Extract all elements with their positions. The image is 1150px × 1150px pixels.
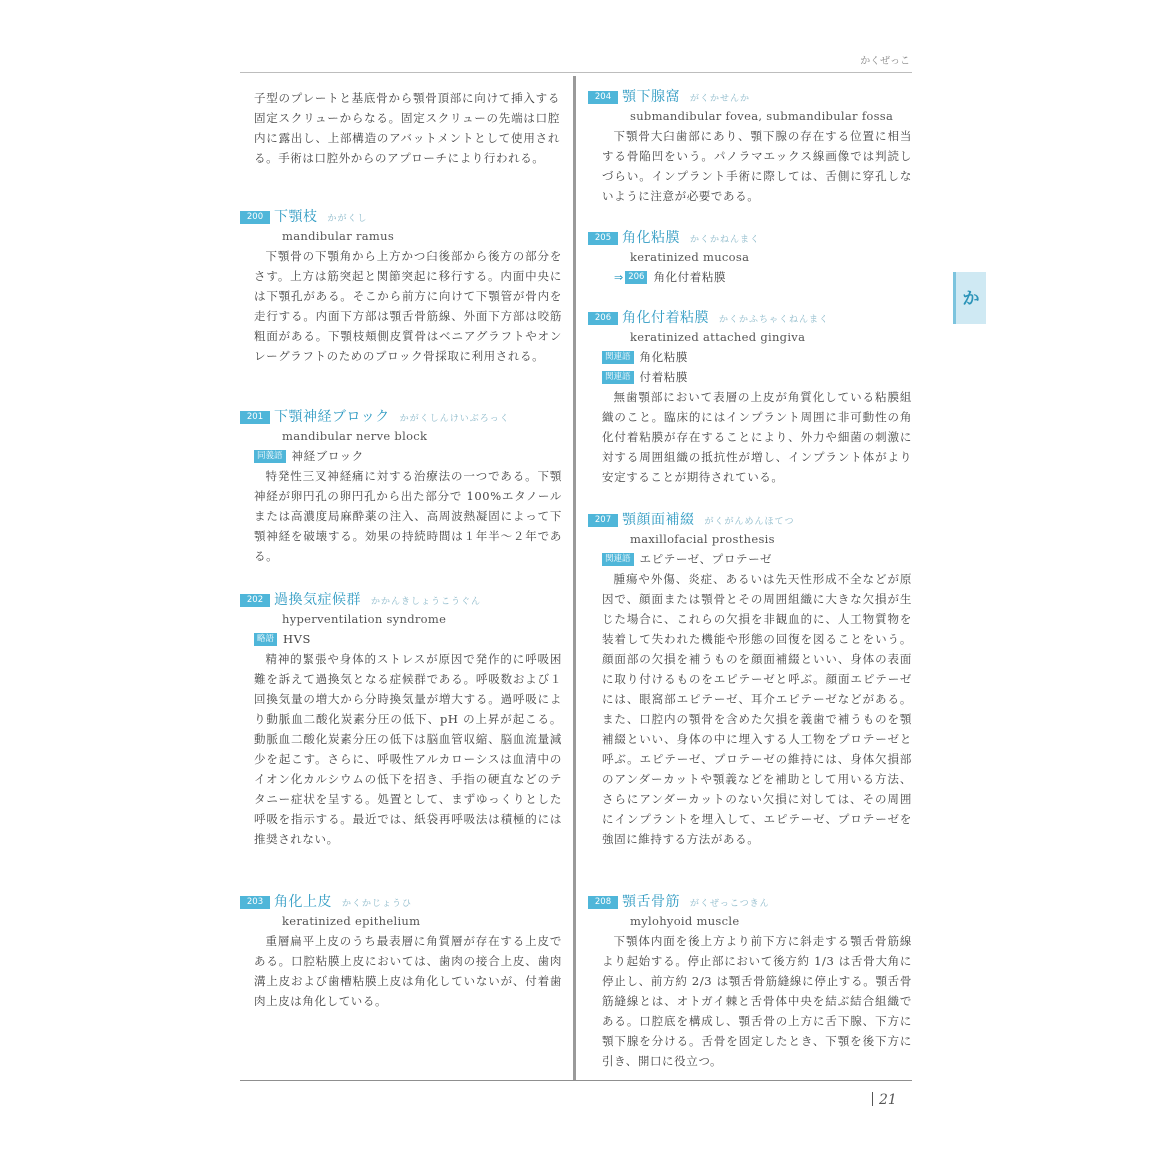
entry-english: hyperventilation syndrome (282, 612, 447, 626)
entry-200 (240, 206, 562, 386)
cross-reference[interactable] (588, 267, 912, 288)
entry-reading: かくかじょうひ (342, 899, 413, 909)
entry-reading: がくぜっこつきん (690, 899, 770, 909)
entry-english: mandibular ramus (282, 229, 395, 243)
thumb-index-label: か (962, 289, 980, 309)
entry-tag: 略語 (254, 633, 277, 646)
entry-tag-line (588, 549, 912, 569)
entry-english: submandibular fovea, submandibular fossa (630, 109, 894, 123)
entry-english: keratinized attached gingiva (630, 330, 806, 344)
entry-201 (240, 406, 562, 566)
entry-reading: かがくし (327, 214, 368, 224)
entry-heading (240, 589, 562, 609)
entry-reading: かくかねんまく (690, 235, 761, 245)
thumb-index-tab[interactable] (953, 272, 986, 324)
xref-number: 206 (625, 271, 647, 284)
entry-number: 204 (588, 91, 618, 104)
entry-term: 顎舌骨筋 (622, 894, 680, 910)
entry-number: 201 (240, 411, 270, 424)
running-head: かくぜっこ (860, 56, 910, 67)
entry-reading: かかんきしょうこうぐん (371, 597, 482, 607)
entry-heading (588, 307, 912, 327)
entry-reading: かがくしんけいぶろっく (399, 414, 510, 424)
arrow-right-icon: ⇒ (614, 271, 624, 284)
page-number (872, 1092, 897, 1108)
entry-204 (588, 86, 912, 206)
entry-body: 精神的緊張や身体的ストレスが原因で発作的に呼吸困難を訴えて過換気となる症候群である。呼吸数および１回換気量の増大から分時換気量が増大する。過呼吸により動脈血二酸化炭素分圧の低下、pH の上昇が起こる。動脈血二酸化炭素分圧の低下は脳血管収縮、脳血流量減少を起こす。さらに、呼吸性アルカローシスは血清中のイオン化カルシウムの低下を招き、手指の硬直などのテタニー症状を呈する。処置として、まずゆっくりとした呼吸を指示する。最近では、紙袋再呼吸法は積極的には推奨されない。 (254, 652, 562, 846)
entry-term: 下顎枝 (274, 209, 318, 225)
entry-term: 過換気症候群 (274, 592, 361, 608)
entry-body: 特発性三叉神経痛に対する治療法の一つである。下顎神経が卵円孔の卵円孔から出た部分で 100%エタノールまたは高濃度局麻酔薬の注入、高周波熱凝固によって下顎神経を破壊する。効果の持続時間は１年半～２年である。 (254, 469, 562, 563)
entry-body: 腫瘍や外傷、炎症、あるいは先天性形成不全などが原因で、顔面または顎骨とその周囲組織に大きな欠損が生じた場合に、これらの欠損を非観血的に、人工物質物を装着して失われた機能や形態の回復を図ることをいう。顔面部の欠損を補うものを顔面補綴といい、身体の表面に取り付けるものをエピテーゼと呼ぶ。顔面エピテーゼには、眼窩部エピテーゼ、耳介エピテーゼなどがある。また、口腔内の顎骨を含めた欠損を義歯で補うものを顎補綴といい、身体の中に埋入する人工物をプロテーゼと呼ぶ。エピテーゼ、プロテーゼの維持には、身体欠損部のアンダーカットや顎義などを補助として用いる方法、さらにアンダーカットのない欠損に対しては、その周囲にインプラントを埋入して、エピテーゼ、プロテーゼを強固に維持する方法がある。 (602, 572, 912, 846)
entry-term: 顎顔面補綴 (622, 512, 695, 528)
entry-term: 角化粘膜 (622, 230, 680, 246)
entry-tag: 関連語 (602, 371, 634, 384)
entry-tag-value: 角化粘膜 (639, 350, 688, 364)
entry-number: 200 (240, 211, 270, 224)
entry-reading: がくがんめんほてつ (704, 517, 795, 527)
page-number-text: 21 (879, 1092, 897, 1108)
entry-reading: がくかせんか (690, 94, 751, 104)
entry-heading (588, 509, 912, 529)
entry-term: 角化付着粘膜 (622, 310, 709, 326)
entry-tag-line (588, 367, 912, 387)
xref-term: 角化付着粘膜 (653, 270, 727, 284)
entry-reading: かくかふちゃくねんまく (719, 315, 830, 325)
top-rule (240, 72, 912, 73)
entry-number: 207 (588, 514, 618, 527)
entry-tag-value: HVS (283, 632, 312, 646)
entry-tag-value: エピテーゼ、プロテーゼ (639, 552, 773, 566)
entry-heading (588, 227, 912, 247)
entry-body: 下顎骨大臼歯部にあり、顎下腺の存在する位置に相当する骨陥凹をいう。パノラマエックス線画像では判読しづらい。インプラント手術に際しては、舌側に穿孔しないように注意が必要である。 (602, 129, 912, 203)
continuation-text: 子型のプレートと基底骨から顎骨頂部に向けて挿入する固定スクリューからなる。固定スクリューの先端は口腔内に露出し、上部構造のアバットメントとして使用される。手術は口腔外からのアプローチにより行われる。 (254, 91, 560, 165)
entry-tag-line (588, 347, 912, 367)
entry-english: mandibular nerve block (282, 429, 428, 443)
entry-tag-value: 神経ブロック (291, 449, 364, 463)
entry-heading (240, 891, 562, 911)
entry-term: 下顎神経ブロック (274, 409, 390, 425)
entry-number: 208 (588, 896, 618, 909)
entry-body: 下顎体内面を後上方より前下方に斜走する顎舌骨筋線より起始する。停止部において後方約 1/3 は舌骨大角に停止し、前方約 2/3 は顎舌骨筋縫線に停止する。顎舌骨筋縫線とは、オトガイ棘と舌骨体中央を結ぶ結合組織である。口腔底を構成し、顎舌骨の上方に舌下腺、下方に顎下腺を分ける。舌骨を固定したとき、下顎を後下方に引き、開口に役立つ。 (602, 934, 912, 1068)
entry-heading (240, 206, 562, 226)
entry-english: maxillofacial prosthesis (630, 532, 775, 546)
entry-203 (240, 891, 562, 1011)
entry-tag: 同義語 (254, 450, 286, 463)
entry-205 (588, 227, 912, 288)
entry-body: 下顎骨の下顎角から上方かつ臼後部から後方の部分をさす。上方は筋突起と関節突起に移行する。内面中央には下顎孔がある。そこから前方に向けて下顎管が骨内を走行する。内面下方部は顎舌骨筋線、外面下方部は咬筋粗面がある。下顎枝頬側皮質骨はベニアグラフトやオンレーグラフトのためのブロック骨採取に利用される。 (254, 249, 562, 363)
entry-tag-line (240, 629, 562, 649)
entry-heading (240, 406, 562, 426)
entry-english: keratinized mucosa (630, 250, 750, 264)
entry-body: 無歯顎部において表層の上皮が角質化している粘膜組織のこと。臨床的にはインプラント周囲に非可動性の角化付着粘膜が存在することにより、外力や細菌の刺激に対する周囲組織の抵抗性が増し、インプラント体がより安定することが期待されている。 (602, 390, 912, 484)
entry-tag: 関連語 (602, 553, 634, 566)
entry-heading (588, 86, 912, 106)
entry-206 (588, 307, 912, 487)
entry-number: 205 (588, 232, 618, 245)
entry-number: 203 (240, 896, 270, 909)
entry-tag-line (240, 446, 562, 466)
entry-body: 重層扁平上皮のうち最表層に角質層が存在する上皮である。口腔粘膜上皮においては、歯肉の接合上皮、歯肉溝上皮および歯槽粘膜上皮は角化していないが、付着歯肉上皮は角化している。 (254, 934, 562, 1008)
entry-heading (588, 891, 912, 911)
entry-202 (240, 589, 562, 869)
entry-number: 202 (240, 594, 270, 607)
entry-term: 角化上皮 (274, 894, 332, 910)
entry-207 (588, 509, 912, 869)
entry-number: 206 (588, 312, 618, 325)
entry-term: 顎下腺窩 (622, 89, 680, 105)
entry-tag-value: 付着粘膜 (639, 370, 688, 384)
bottom-rule (240, 1080, 912, 1081)
entry-english: mylohyoid muscle (630, 914, 740, 928)
entry-english: keratinized epithelium (282, 914, 421, 928)
column-divider (573, 76, 576, 1080)
entry-208 (588, 891, 912, 1071)
entry-tag: 関連語 (602, 351, 634, 364)
folio-bar (872, 1092, 873, 1106)
